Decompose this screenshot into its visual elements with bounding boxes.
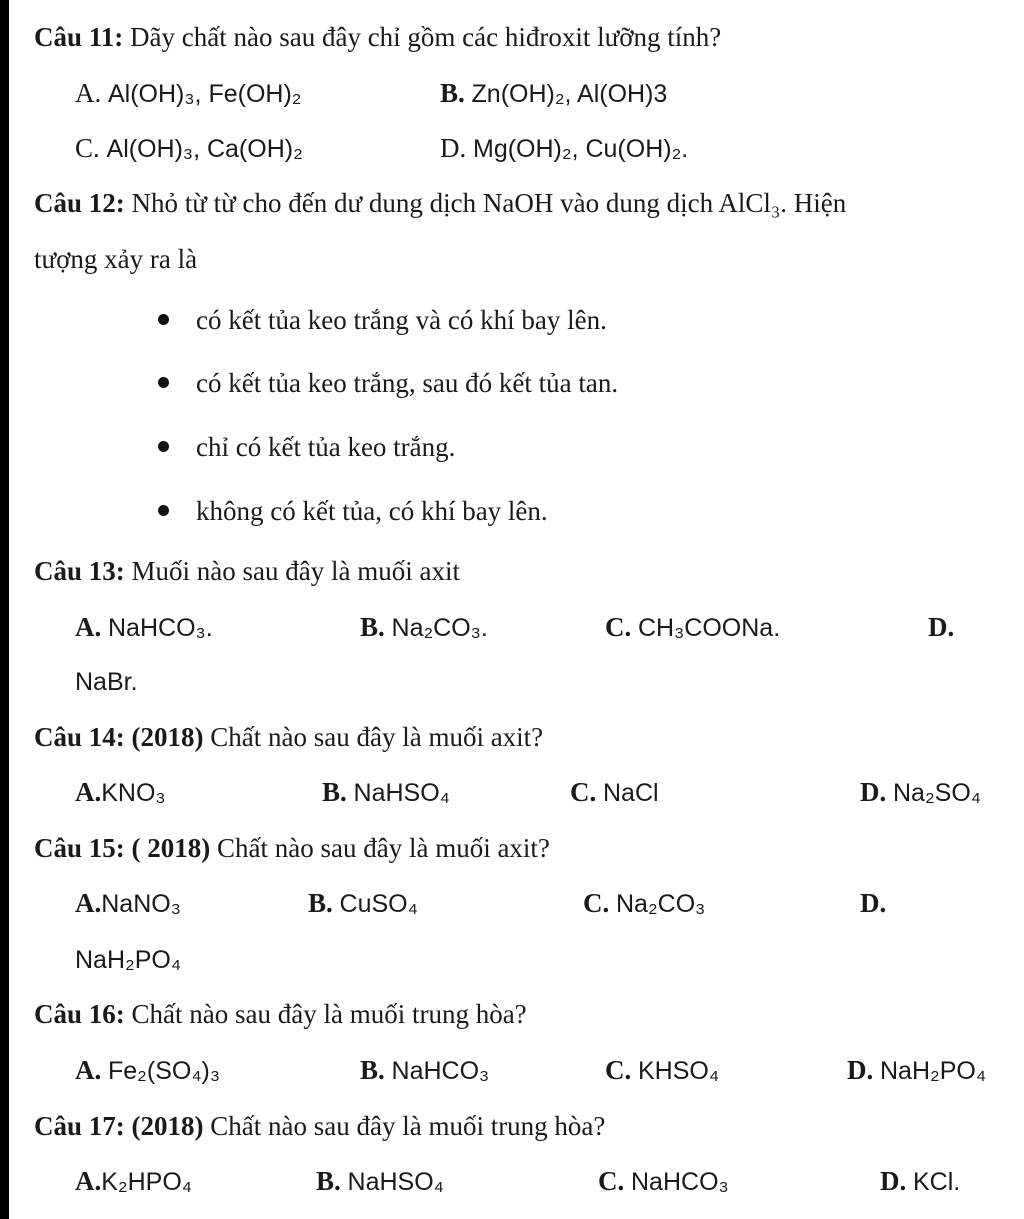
question-12 [34,186,846,220]
question-12-text-line2: tượng xảy ra là [34,244,198,274]
option-text: NaHSO₄ [353,779,450,807]
question-14-option-d [860,775,981,810]
option-letter: A. [75,888,102,918]
option-text: Na₂CO₃. [391,614,488,642]
option-text: NaHSO₄ [347,1168,444,1196]
question-16-option-a [75,1053,220,1088]
question-16-option-b [360,1053,489,1088]
option-letter: D. [847,1055,874,1085]
question-16-text: Chất nào sau đây là muối trung hòa? [124,999,527,1029]
question-17-option-c [598,1164,729,1199]
bullet-text: chỉ có kết tủa keo trắng. [196,432,456,462]
question-12-text-line1: Nhỏ từ từ cho đến dư dung dịch NaOH vào dung dịch AlCl₃. Hiện [124,188,847,218]
question-15-option-d-letter [860,886,886,920]
option-letter: A. [75,777,102,807]
question-15-option-c [583,886,705,921]
option-letter: D. [860,777,887,807]
option-text: KHSO₄ [638,1057,720,1085]
left-border [0,0,9,1219]
option-letter: C. [570,777,597,807]
question-11-option-d [440,131,688,166]
bullet-text: không có kết tủa, có khí bay lên. [196,496,548,526]
option-text: KCl. [913,1168,961,1196]
question-11-option-b [440,76,667,111]
question-13-option-c [605,610,780,645]
option-letter: C. [598,1166,625,1196]
option-text: Fe₂(SO₄)₃ [108,1057,221,1085]
question-11-text: Dãy chất nào sau đây chỉ gồm các hiđroxit lưỡng tính? [123,22,722,52]
bullet-dot [158,505,169,516]
question-17-label: Câu 17: (2018) [34,1111,204,1141]
bullet-dot [158,314,169,325]
question-15-label: Câu 15: ( 2018) [34,833,211,863]
option-text: Na₂SO₄ [893,779,981,807]
question-14-option-c [570,775,659,810]
option-text: NaHCO₃ [391,1057,490,1085]
question-17-text: Chất nào sau đây là muối trung hòa? [203,1111,606,1141]
question-13 [34,554,460,588]
question-14-label: Câu 14: (2018) [34,722,204,752]
question-15-option-b [308,886,418,921]
question-13-option-a [75,610,213,645]
bullet-dot [158,441,169,452]
question-13-label: Câu 13: [34,556,125,586]
option-letter: A. [75,612,102,642]
option-text: Zn(OH)₂, Al(OH)3 [471,80,668,108]
option-letter: C. [583,888,610,918]
question-16-option-d [847,1053,986,1088]
question-12-bullet-4 [196,494,548,528]
question-14-text: Chất nào sau đây là muối axit? [203,722,544,752]
question-15-option-a [75,886,181,921]
question-12-bullet-1 [196,303,607,337]
option-text: Na₂CO₃ [616,890,706,918]
question-12-continued [34,242,197,276]
question-17-option-a [75,1164,192,1199]
option-text: CH₃COONa. [638,614,781,642]
option-letter: D. [860,888,887,918]
question-15 [34,831,550,865]
question-11-label: Câu 11: [34,22,124,52]
option-letter: B. [316,1166,341,1196]
bullet-text: có kết tủa keo trắng, sau đó kết tủa tan. [196,368,619,398]
bullet-text: có kết tủa keo trắng và có khí bay lên. [196,305,607,335]
bullet-dot [158,377,169,388]
question-16-option-c [605,1053,719,1088]
option-text: Mg(OH)₂, Cu(OH)₂. [473,135,689,163]
question-14-option-b [322,775,450,810]
question-13-option-d-letter [928,610,954,644]
option-letter: B. [360,612,385,642]
question-15-text: Chất nào sau đây là muối axit? [210,833,550,863]
question-17-option-d [880,1164,960,1199]
question-17 [34,1109,605,1143]
question-11-option-a [75,76,301,111]
option-text: K₂HPO₄ [101,1168,193,1196]
option-letter: B. [322,777,347,807]
question-12-label: Câu 12: [34,188,125,218]
option-letter: C. [605,612,632,642]
option-letter: A. [75,1055,102,1085]
option-text: NaBr. [75,668,138,696]
option-letter: B. [360,1055,385,1085]
option-letter: D. [440,133,467,163]
question-14 [34,720,543,754]
question-11-option-c [75,131,303,166]
option-letter: A. [75,78,102,108]
question-13-option-d-text [75,664,138,699]
question-17-option-b [316,1164,444,1199]
question-11 [34,20,721,54]
option-text: NaCl [603,779,659,807]
option-letter: D. [928,612,955,642]
option-text: CuSO₄ [339,890,418,918]
option-text: NaH₂PO₄ [880,1057,987,1085]
question-15-option-d-text [75,942,181,977]
option-text: Al(OH)₃, Fe(OH)₂ [108,80,302,108]
question-16-label: Câu 16: [34,999,125,1029]
option-letter: B. [440,78,465,108]
option-letter: B. [308,888,333,918]
question-12-bullet-2 [196,366,618,400]
question-14-option-a [75,775,166,810]
option-letter: A. [75,1166,102,1196]
option-text: NaH₂PO₄ [75,946,182,974]
option-letter: D. [880,1166,907,1196]
question-13-option-b [360,610,488,645]
option-letter: C. [605,1055,632,1085]
option-text: NaHCO₃. [108,614,213,642]
option-text: Al(OH)₃, Ca(OH)₂ [106,135,303,163]
option-letter: C. [75,133,100,163]
option-text: KNO₃ [101,779,166,807]
question-13-text: Muối nào sau đây là muối axit [124,556,460,586]
option-text: NaHCO₃ [631,1168,729,1196]
option-text: NaNO₃ [101,890,181,918]
question-12-bullet-3 [196,430,455,464]
question-16 [34,997,527,1031]
